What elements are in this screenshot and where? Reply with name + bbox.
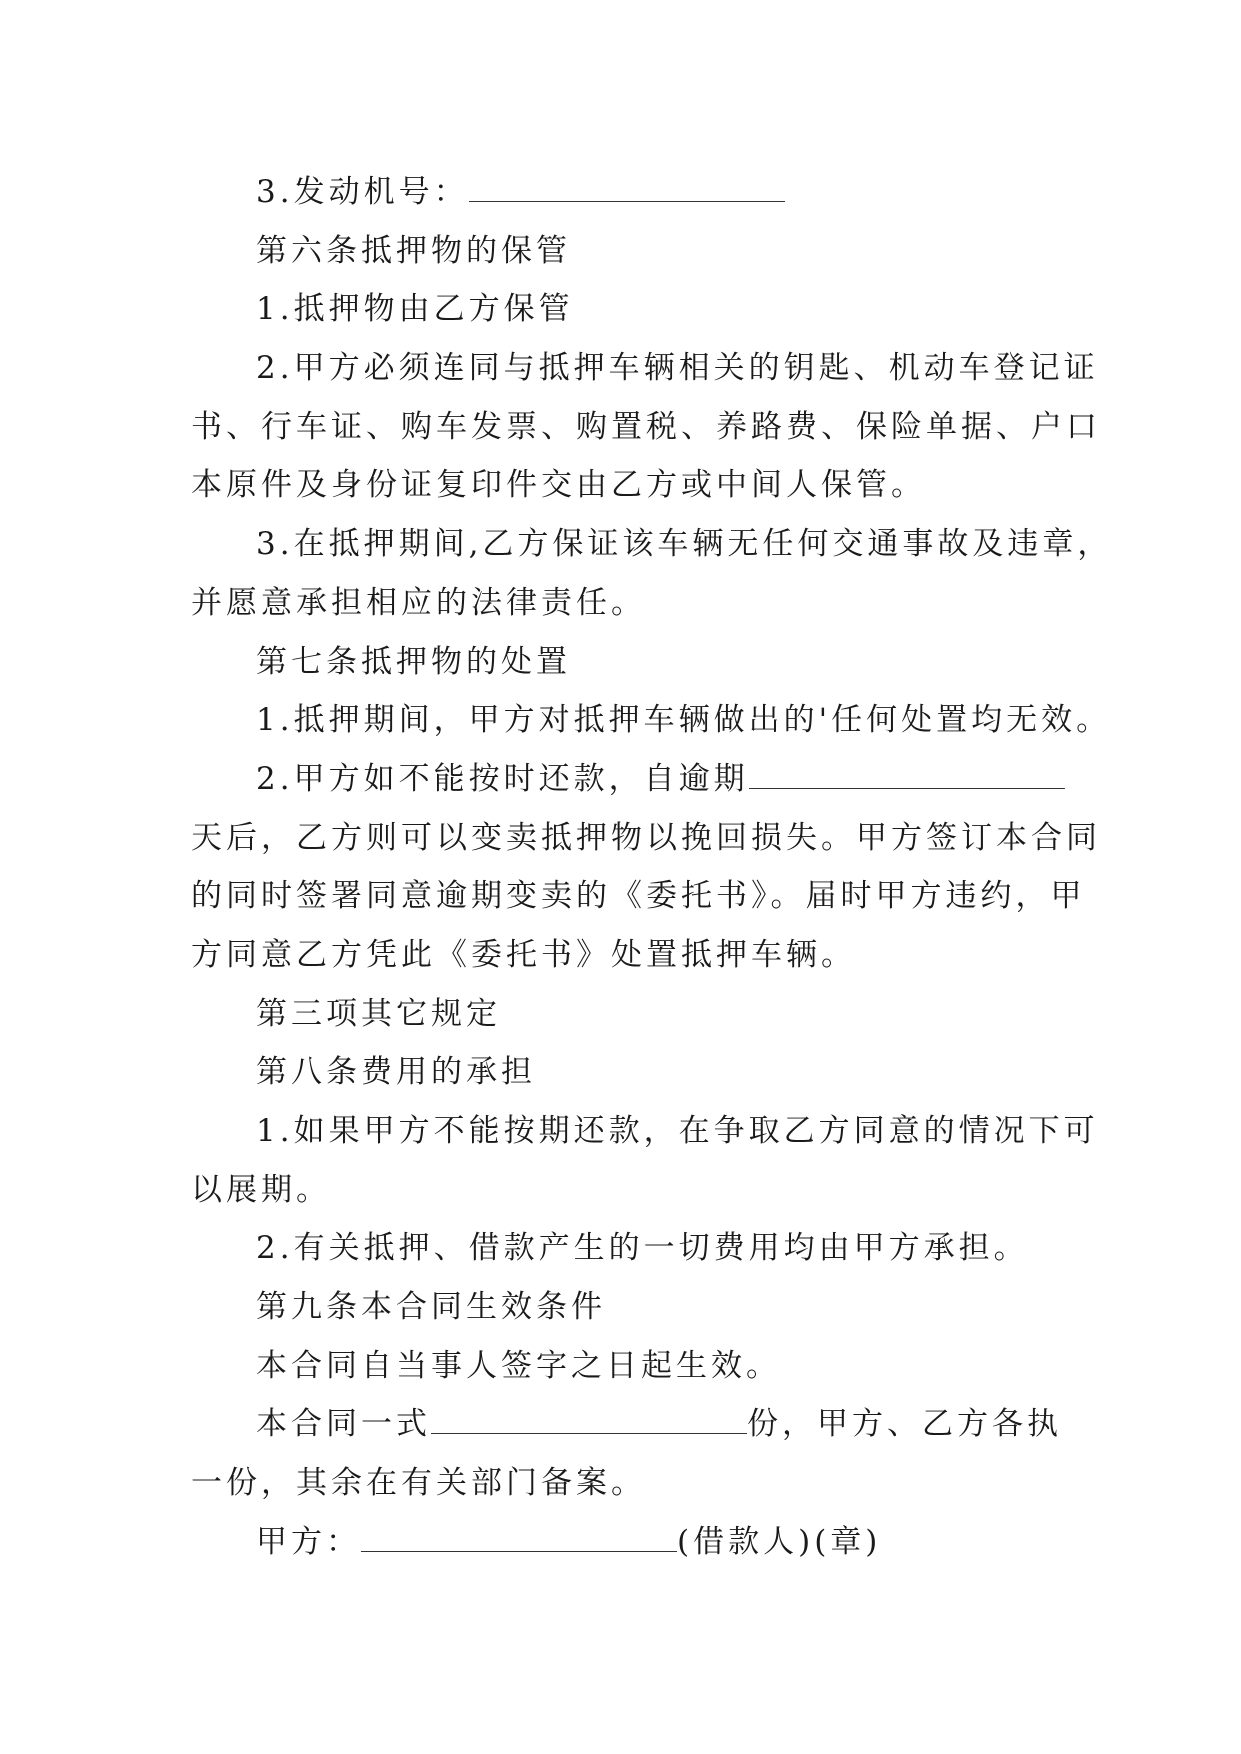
- text-line: 2.甲方必须连同与抵押车辆相关的钥匙、机动车登记证: [256, 350, 1099, 387]
- text-line: 天后，乙方则可以变卖抵押物以挽回损失。甲方签订本合同: [191, 819, 1101, 856]
- text-line: 一份，其余在有关部门备案。: [191, 1465, 646, 1502]
- section-heading: 第六条抵押物的保管: [256, 232, 571, 269]
- text-line: 2.有关抵押、借款产生的一切费用均由甲方承担。: [256, 1230, 1029, 1267]
- text-line: 以展期。: [191, 1171, 331, 1208]
- text-line: 1.如果甲方不能按期还款，在争取乙方同意的情况下可: [256, 1113, 1099, 1149]
- text-line: 本合同一式 份，甲方、乙方各执: [256, 1406, 1062, 1443]
- text-line: 1.抵押物由乙方保管: [256, 291, 574, 328]
- text-line: 本原件及身份证复印件交由乙方或中间人保管。: [191, 467, 926, 504]
- fill-in-blank: [431, 1413, 747, 1434]
- signature-line: 甲方： (借款人)(章): [256, 1523, 882, 1560]
- text-line: 书、行车证、购车发票、购置税、养路费、保险单据、户口: [191, 408, 1101, 445]
- text-line: 的同时签署同意逾期变卖的《委托书》。届时甲方违约，甲: [191, 878, 1086, 915]
- section-heading: 第七条抵押物的处置: [256, 643, 571, 680]
- fill-in-blank: [469, 181, 785, 202]
- section-heading: 第八条费用的承担: [256, 1054, 536, 1091]
- text-line: 1.抵押期间，甲方对抵押车辆做出的'任何处置均无效。: [256, 702, 1112, 739]
- text-line: 2.甲方如不能按时还款，自逾期: [191, 750, 1051, 809]
- text-line: 并愿意承担相应的法律责任。: [191, 584, 646, 621]
- text-line: 方同意乙方凭此《委托书》处置抵押车辆。: [191, 936, 856, 973]
- section-heading: 第三项其它规定: [256, 995, 501, 1032]
- fill-in-blank: [361, 1531, 677, 1552]
- fill-in-blank: [749, 768, 1065, 789]
- section-heading: 第九条本合同生效条件: [256, 1289, 606, 1326]
- contract-text: [191, 163, 1113, 1572]
- text-line: 3.在抵押期间,乙方保证该车辆无任何交通事故及违章，: [256, 526, 1113, 563]
- text-line: 3.发动机号：: [191, 163, 1051, 222]
- text-line: 本合同自当事人签字之日起生效。: [256, 1347, 781, 1384]
